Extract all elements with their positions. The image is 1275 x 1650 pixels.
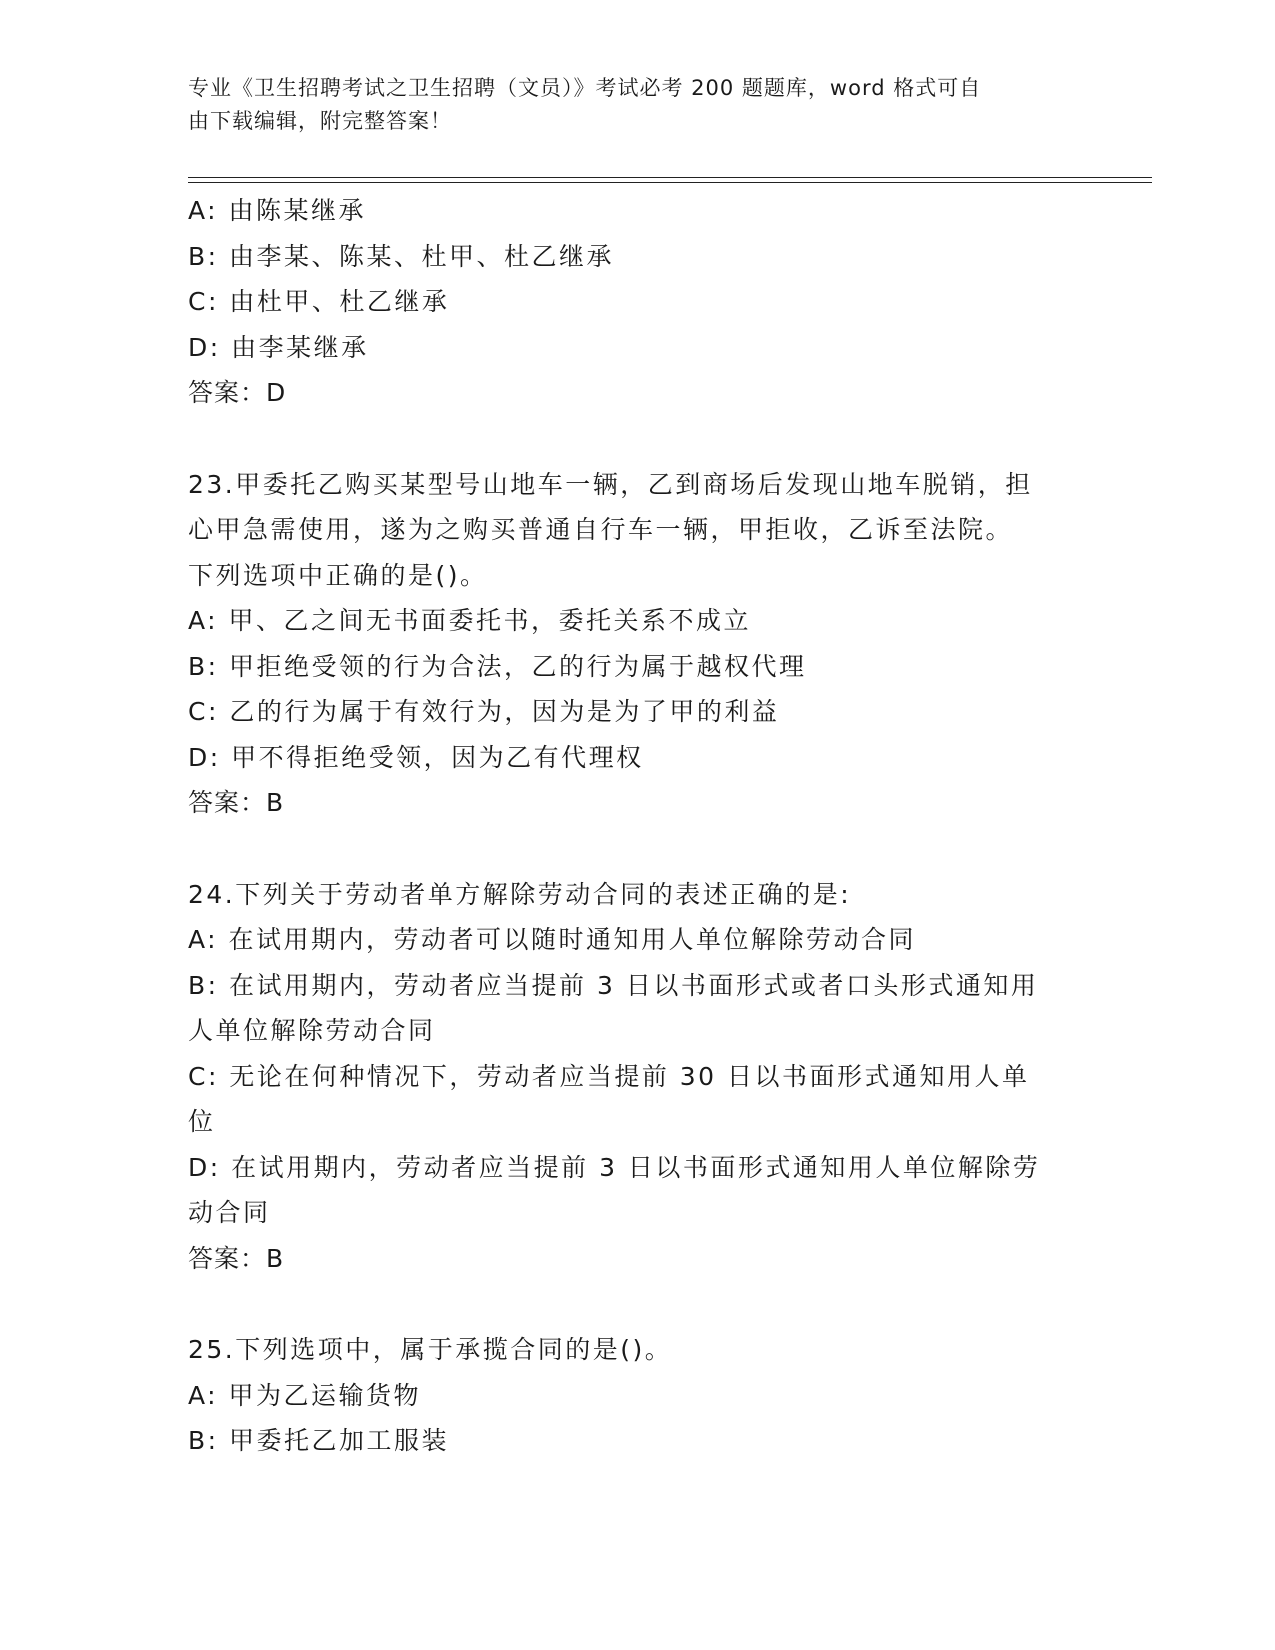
answer-line: 答案：B — [188, 1243, 285, 1273]
question-23 — [188, 462, 1088, 826]
option-d: D: 在试用期内，劳动者应当提前 3 日以书面形式通知用人单位解除劳 — [188, 1152, 1041, 1182]
header-title-line-2: 由下载编辑，附完整答案！ — [188, 109, 452, 133]
header-title-line-1: 专业《卫生招聘考试之卫生招聘（文员）》考试必考 200 题题库，word 格式可自 — [188, 76, 982, 100]
question-22-continued — [188, 188, 1088, 416]
option-d: D: 由李某继承 — [188, 332, 369, 362]
header-divider-bottom — [188, 182, 1152, 183]
question-stem-line: 下列选项中正确的是()。 — [188, 560, 488, 590]
answer-line: 答案：D — [188, 378, 287, 407]
question-stem-line: 25.下列选项中，属于承揽合同的是()。 — [188, 1335, 673, 1364]
spacer — [188, 416, 1088, 462]
question-content — [188, 188, 1088, 1464]
answer-line: 答案：B — [188, 788, 285, 817]
option-c: C: 乙的行为属于有效行为，因为是为了甲的利益 — [188, 697, 780, 726]
question-stem-line: 24.下列关于劳动者单方解除劳动合同的表述正确的是: — [188, 879, 852, 909]
option-d: D: 甲不得拒绝受领，因为乙有代理权 — [188, 742, 644, 772]
option-c: C: 无论在何种情况下，劳动者应当提前 30 日以书面形式通知用人单 — [188, 1061, 1030, 1091]
spacer — [188, 826, 1088, 872]
option-a: A: 甲、乙之间无书面委托书，委托关系不成立 — [188, 606, 752, 635]
question-stem-line: 23.甲委托乙购买某型号山地车一辆，乙到商场后发现山地车脱销，担 — [188, 469, 1033, 499]
option-b: B: 在试用期内，劳动者应当提前 3 日以书面形式或者口头形式通知用 — [188, 970, 1039, 1000]
question-25 — [188, 1327, 1088, 1464]
document-header — [188, 72, 1068, 138]
option-d-continued: 动合同 — [188, 1198, 271, 1227]
option-a: A: 甲为乙运输货物 — [188, 1380, 422, 1410]
question-stem-line: 心甲急需使用，遂为之购买普通自行车一辆，甲拒收，乙诉至法院。 — [188, 515, 1014, 544]
option-b-continued: 人单位解除劳动合同 — [188, 1016, 436, 1045]
option-c: C: 由杜甲、杜乙继承 — [188, 287, 450, 316]
option-c-continued: 位 — [188, 1107, 216, 1136]
option-a: A: 在试用期内，劳动者可以随时通知用人单位解除劳动合同 — [188, 925, 917, 954]
option-b: B: 甲拒绝受领的行为合法，乙的行为属于越权代理 — [188, 651, 807, 681]
question-24 — [188, 872, 1088, 1282]
spacer — [188, 1281, 1088, 1327]
option-b: B: 甲委托乙加工服装 — [188, 1426, 450, 1455]
header-divider-top — [188, 177, 1152, 178]
option-a: A: 由陈某继承 — [188, 196, 367, 225]
option-b: B: 由李某、陈某、杜甲、杜乙继承 — [188, 241, 615, 271]
